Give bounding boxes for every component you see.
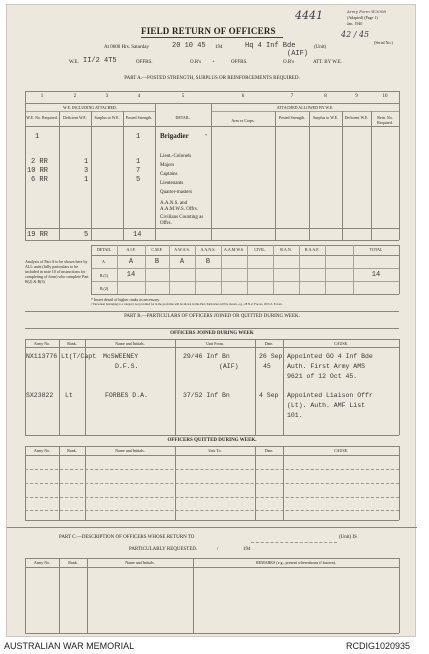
rank-label: Lieut.-Colonels (160, 154, 192, 159)
posted-cell: 7 (136, 167, 141, 175)
at-hours-label: At 0600 Hrs. Saturday (104, 45, 149, 50)
col-header: Unit To. (208, 448, 222, 453)
rank: Lt(T/Capt (61, 353, 97, 360)
analysis-cell: A (179, 258, 185, 266)
cause-line: Appointed Liaison Offr (287, 392, 373, 399)
plus-label: + (212, 60, 215, 65)
analysis-header: C.M.F. (151, 247, 163, 252)
col-header: CAUSE. (333, 448, 349, 453)
asterisk-mark: * (205, 133, 207, 138)
rank-label: Lieutenants (160, 181, 184, 186)
form-reference: Army Form W.3008 (347, 9, 386, 14)
col-header: Army No. (33, 560, 51, 565)
col-header: CAUSE. (333, 341, 349, 346)
offrs-label: OFFRS. (136, 60, 153, 65)
army-number: SX23822 (26, 392, 54, 399)
cause-line: 101. (287, 412, 303, 419)
col-header: Name and Initials. (125, 560, 155, 565)
rank-label: Quarter-masters (160, 190, 193, 195)
we-cell: 10 RR (27, 167, 49, 175)
total-posted: 14 (133, 231, 142, 239)
analysis-note: Analysis of Part A to be shown here by ALL units (fully particulars to be included in note 10 of instructions for completing of form) who complete Part B(2) & B(3) (25, 259, 89, 284)
officer-initials: D.F.S. (115, 363, 139, 370)
col-header: W.E. No. Required. (26, 115, 58, 120)
col-number: 7 (290, 94, 294, 99)
handwritten-annotation: 4441 (295, 9, 323, 22)
posted-cell: 5 (136, 176, 141, 184)
col-header: Army No. (33, 341, 51, 346)
analysis-header: R.A.A.F. (304, 247, 320, 252)
unit-from: 29/46 Inf Bn (183, 353, 230, 360)
rank-label: Captains (160, 172, 178, 177)
we-cell: 6 RR (31, 176, 48, 184)
analysis-header: A.A.M.W.S. (224, 247, 244, 252)
we-value: II/2 4T5 (83, 57, 117, 65)
we-cell: 1 (35, 133, 40, 141)
analysis-cell: 14 (126, 271, 136, 279)
date: 4 Sep (259, 392, 279, 399)
form-adapted: (Adapted) (Page 1) (347, 15, 378, 20)
unit-label: (Unit) (314, 45, 327, 50)
col-header: Posted Strength. (278, 115, 306, 120)
col-header: Rank. (68, 560, 78, 565)
note: * Insert detail of higher ranks as necessary. (91, 297, 160, 302)
analysis-header: TOTAL (369, 247, 383, 252)
col-number: 5 (181, 94, 185, 99)
part-c-unit-is: (Unit) IS (339, 535, 357, 540)
analysis-header: A.I.F. (126, 247, 136, 252)
date-year: 45 (263, 363, 271, 370)
joined-heading: OFFICERS JOINED DURING WEEK (170, 331, 254, 336)
part-c-year-prefix: 194 (243, 547, 251, 552)
return-date: 20 10 45 (172, 42, 206, 50)
analysis-header: DETAIL (96, 247, 112, 252)
analysis-header: R.A.N. (280, 247, 292, 252)
part-a-heading: PART A.—POSTED STRENGTH, SURPLUS OR REINFORCEMENTS REQUIRED. (124, 76, 300, 81)
analysis-cell: B (205, 258, 211, 266)
col-number: 9 (355, 94, 358, 99)
unit-aif: (AIF) (287, 50, 309, 58)
col-number: 3 (105, 94, 109, 99)
group-header-we: W.E. INCLUDING ATTACHED. (63, 105, 117, 110)
year-prefix: 194 (215, 45, 223, 50)
col-header: Rank. (67, 341, 77, 346)
col-header: Name and Initials. (115, 341, 145, 346)
col-header: Arm or Corps. (231, 118, 255, 123)
deficient-cell: 1 (84, 158, 89, 166)
col-number: 1 (40, 94, 44, 99)
unit-from: 37/52 Inf Bn (183, 392, 230, 399)
col-number: 4 (137, 94, 141, 99)
deficient-cell: 3 (84, 167, 89, 175)
col-header: Unit From. (206, 341, 224, 346)
cause-line: 9621 of 12 Oct 45. (287, 373, 358, 380)
col-number: 10 (382, 94, 388, 99)
att-label: ATT. BY W.E. (313, 60, 343, 65)
col-header: Date. (264, 448, 274, 453)
part-c-heading: PART C.—DESCRIPTION OF OFFICERS WHOSE RETURN TO (59, 535, 195, 540)
rank: Lt (65, 392, 73, 399)
form-sheet (6, 4, 416, 637)
serial-label: (Serial No.) (374, 40, 393, 45)
cause-line: (Lt). Auth. AMF List (287, 402, 366, 409)
col-header: REMARKS (e.g., present whereabouts if known). (256, 560, 336, 565)
group-header-attached: ATTACHED ALLOWED BY W.E. (276, 105, 334, 110)
part-c-requested: PARTICULARLY REQUESTED. (129, 547, 198, 552)
col-header: DETAIL. (175, 115, 191, 120)
note: † Personnel belonging to a category not provided for in the proforma will be shown in this Part. Particulars will be shown, e.g., 28 N.Z. Forces, 18 N.Z. Forces. (91, 302, 283, 306)
rank-label: Civilians Counting as Offrs. (160, 215, 204, 226)
quitted-heading: OFFICERS QUITTED DURING WEEK. (167, 438, 257, 443)
serial-number: 42 / 45 (341, 30, 370, 39)
analysis-total: 14 (371, 271, 381, 279)
ors-label: O.R's (190, 60, 202, 65)
we-label: W.E. (69, 60, 79, 65)
officer-name: FORBES D.A. (105, 392, 148, 399)
we-cell: 2 RR (31, 158, 48, 166)
posted-cell: 1 (136, 158, 141, 166)
officer-name: McSWEENEY (103, 353, 139, 360)
col-header: Rein. No. Required. (377, 115, 393, 125)
date-slash: / (217, 547, 219, 552)
col-header: Deficient W.E. (344, 115, 369, 120)
rank-brigadier: Brigadier (160, 132, 189, 140)
unit-name: Hq 4 Inf Bde (245, 42, 296, 50)
army-number: NX113776 (26, 353, 58, 360)
col-header: Deficient W.E. (63, 115, 87, 120)
offrs-label-2: OFFRS. (231, 60, 248, 65)
form-date: Jan. 1940 (347, 21, 363, 26)
rank-label: Majors (160, 163, 175, 168)
part-b-heading: PART B.—PARTICULARS OF OFFICERS JOINED OR QUITTED DURING WEEK. (124, 314, 300, 319)
analysis-row-label: B.(1) (99, 273, 109, 278)
cause-line: Auth. First Army AMS (287, 363, 366, 370)
total-deficient: 5 (84, 231, 89, 239)
archive-name: AUSTRALIAN WAR MEMORIAL (4, 641, 135, 651)
col-number: 6 (241, 94, 245, 99)
cause-line: Appointed GO 4 Inf Bde (287, 353, 373, 360)
col-header: Posted Strength. (125, 115, 153, 120)
col-header: Name and Initials. (115, 448, 145, 453)
col-number: 2 (73, 94, 77, 99)
analysis-header: A.W.A.S. (174, 247, 190, 252)
total-we: 19 RR (27, 231, 49, 239)
analysis-row-label: B.(2) (99, 286, 109, 291)
unit-from-aif: (AIF) (219, 363, 239, 370)
deficient-cell: 1 (84, 176, 89, 184)
analysis-cell: B (154, 258, 160, 266)
analysis-header: CIVIL. (254, 247, 266, 252)
ors-label-2: O.R's (283, 60, 295, 65)
col-number: 8 (324, 94, 327, 99)
analysis-header: A.A.N.S. (200, 247, 216, 252)
rank-label: A.A.N.S. and A.A.M.W.S. Offrs. (160, 201, 198, 212)
analysis-row-label: A. (102, 259, 106, 264)
col-header: Date. (264, 341, 274, 346)
form-title: FIELD RETURN OF OFFICERS (141, 26, 276, 36)
date: 26 Sep (259, 353, 283, 360)
col-header: Army No. (33, 448, 51, 453)
archive-id: RCDIG1020935 (346, 641, 411, 651)
col-header: Surplus to W.E. (312, 115, 339, 120)
archive-footer (0, 640, 429, 654)
col-header: Rank. (67, 448, 77, 453)
analysis-cell: A (128, 258, 134, 266)
posted-cell: 1 (136, 133, 141, 141)
col-header: Surplus to W.E. (94, 115, 120, 120)
